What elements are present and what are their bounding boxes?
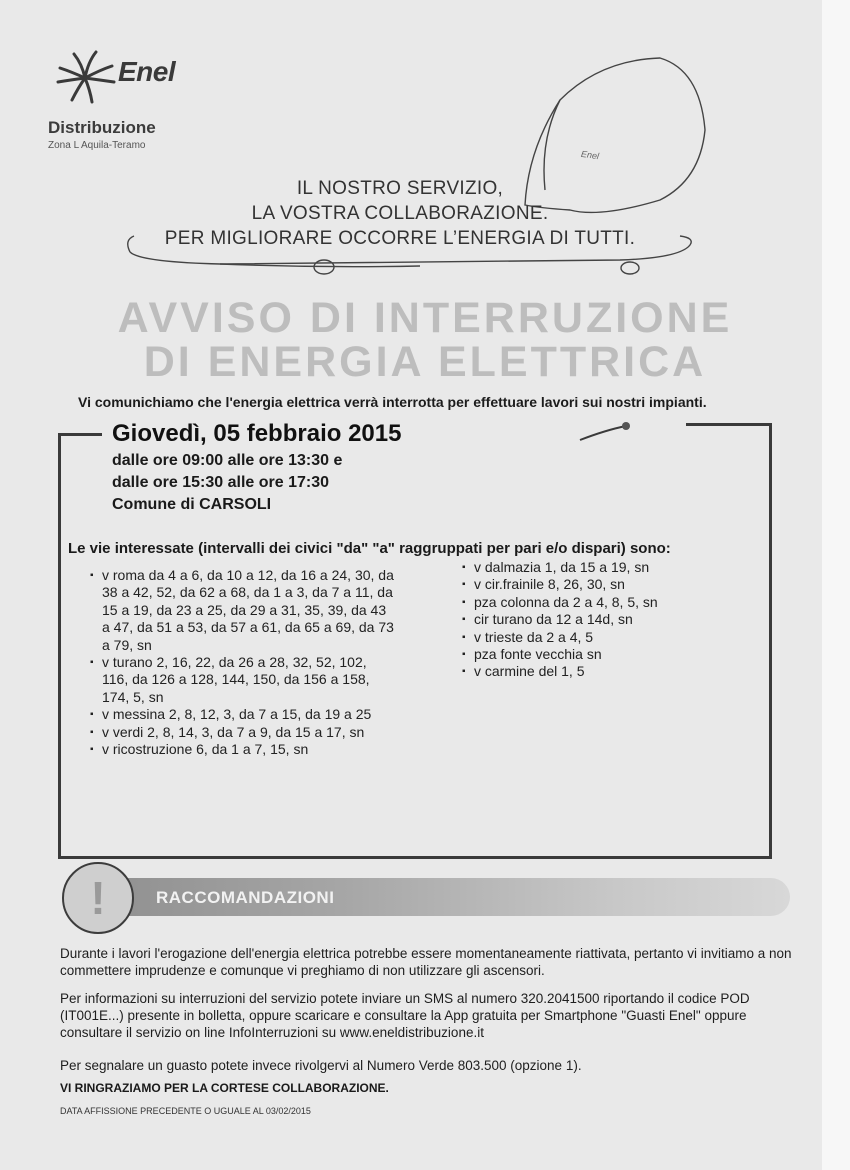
list-item: ▪ v carmine del 1, 5 [462, 663, 722, 680]
recommendation-paragraph-1: Durante i lavori l'erogazione dell'energia elettrica potrebbe essere momentaneamente riattivata, pertanto vi invitiamo a non commettere imprudenze e comunque vi preghiamo di non utilizzare gli ascensori. [60, 946, 792, 978]
helmet-cable-doodle [100, 40, 720, 290]
interruption-date: Giovedì, 05 febbraio 2015 [112, 420, 402, 447]
list-item: ▪ v dalmazia 1, da 15 a 19, sn [462, 559, 722, 576]
list-item: ▪ v turano 2, 16, 22, da 26 a 28, 32, 52, 102, 116, da 126 a 128, 144, 150, da 156 a 158, 174, 5, sn [90, 654, 395, 706]
list-item: ▪ v cir.frainile 8, 26, 30, sn [462, 576, 722, 593]
recommendation-paragraph-2: Per informazioni su interruzioni del servizio potete inviare un SMS al numero 320.2041500 riportando il codice POD (IT001E...) presente in bolletta, oppure scaricare e consultare la App gratuita per Smartphone "Guasti Enel" oppure consultare il servizio on line InfoInterruzioni su www.eneldistribuzione.it [60, 991, 750, 1040]
time-slot-1: dalle ore 09:00 alle ore 13:30 e [112, 452, 343, 469]
exclamation-glyph: ! [90, 872, 106, 924]
headline-line-2: DI ENERGIA ELETTRICA [143, 338, 707, 386]
headline-line-1: AVVISO DI INTERRUZIONE [117, 294, 733, 342]
brand-subtitle: Distribuzione [48, 118, 156, 137]
box-top-border-left [58, 433, 102, 436]
logo-text: Enel [118, 56, 176, 87]
streets-list-left [90, 567, 395, 758]
list-item: ▪ pza fonte vecchia sn [462, 646, 722, 663]
time-slot-2: dalle ore 15:30 alle ore 17:30 [112, 474, 330, 491]
zone-label: Zona L Aquila-Teramo [48, 140, 146, 151]
warning-icon [62, 862, 134, 934]
streets-list-right [462, 559, 722, 681]
affix-date: DATA AFFISSIONE PRECEDENTE O UGUALE AL 03/02/2015 [60, 1106, 311, 1116]
list-item: ▪ cir turano da 12 a 14d, sn [462, 611, 722, 628]
slogan [120, 176, 680, 251]
page-edge [822, 0, 850, 1170]
municipality: Comune di CARSOLI [112, 496, 272, 513]
recommendation-paragraph-3: Per segnalare un guasto potete invece rivolgervi al Numero Verde 803.500 (opzione 1). [60, 1058, 582, 1073]
streets-intro: Le vie interessate (intervalli dei civici "da" "a" raggruppati per pari e/o dispari) sono: [68, 540, 671, 557]
headline [30, 296, 820, 384]
slogan-line-2: LA VOSTRA COLLABORAZIONE. [251, 203, 549, 224]
list-item: ▪ v verdi 2, 8, 14, 3, da 7 a 9, da 15 a 17, sn [90, 724, 395, 741]
list-item: ▪ pza colonna da 2 a 4, 8, 5, sn [462, 594, 722, 611]
box-corner-gap [58, 423, 61, 433]
list-item: ▪ v trieste da 2 a 4, 5 [462, 629, 722, 646]
recommendations-title: RACCOMANDAZIONI [156, 888, 335, 907]
list-item: ▪ v roma da 4 a 6, da 10 a 12, da 16 a 24, 30, da 38 a 42, 52, da 62 a 68, da 1 a 3, da 7 a 11, da 15 a 19, da 23 a 25, da 29 a 31, 35, 39, da 43 a 47, da 51 a 53, da 57 a 61, da 65 a 69, da 73 a 79, sn [90, 567, 395, 654]
box-top-border-right [686, 423, 772, 426]
cable-plug-icon [576, 416, 646, 446]
intro-text: Vi comunichiamo che l'energia elettrica verrà interrotta per effettuare lavori sui nostri impianti. [78, 394, 707, 410]
slogan-line-1: IL NOSTRO SERVIZIO, [296, 178, 504, 199]
thanks-line: VI RINGRAZIAMO PER LA CORTESE COLLABORAZIONE. [60, 1081, 389, 1095]
list-item: ▪ v messina 2, 8, 12, 3, da 7 a 15, da 19 a 25 [90, 706, 395, 723]
list-item: ▪ v ricostruzione 6, da 1 a 7, 15, sn [90, 741, 395, 758]
helmet-label: Enel [580, 148, 600, 162]
slogan-line-3: PER MIGLIORARE OCCORRE L’ENERGIA DI TUTTI. [164, 228, 636, 249]
